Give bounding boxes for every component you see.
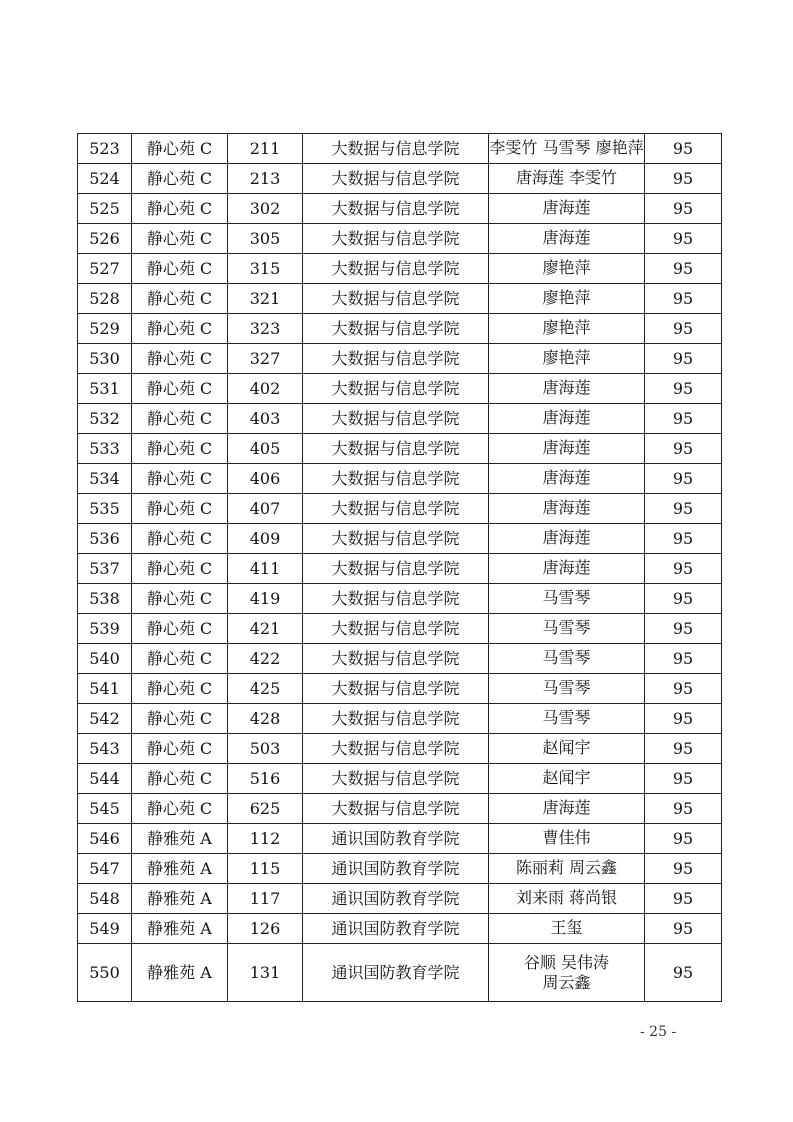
teacher-name: 赵闻宇 (542, 767, 591, 787)
room-cell: 625 (228, 794, 303, 824)
table-row (78, 884, 722, 914)
row-number-cell: 545 (78, 794, 132, 824)
college-cell: 大数据与信息学院 (303, 674, 489, 704)
score-cell: 95 (645, 884, 722, 914)
building-cell: 静心苑 C (132, 344, 228, 374)
teacher-name: 廖艳萍 (542, 287, 591, 307)
score-cell: 95 (645, 464, 722, 494)
college-cell: 通识国防教育学院 (303, 914, 489, 944)
college-cell: 大数据与信息学院 (303, 254, 489, 284)
table-row (78, 674, 722, 704)
teacher-cell (489, 464, 645, 494)
room-cell: 112 (228, 824, 303, 854)
table-row (78, 764, 722, 794)
score-cell: 95 (645, 824, 722, 854)
table-row (78, 134, 722, 164)
college-cell: 大数据与信息学院 (303, 644, 489, 674)
score-cell: 95 (645, 374, 722, 404)
row-number-cell: 546 (78, 824, 132, 854)
college-cell: 大数据与信息学院 (303, 434, 489, 464)
table-row (78, 434, 722, 464)
building-cell: 静心苑 C (132, 494, 228, 524)
room-cell: 428 (228, 704, 303, 734)
teacher-name: 唐海莲 (542, 437, 591, 457)
teacher-cell (489, 434, 645, 464)
teacher-name: 马雪琴 (542, 647, 591, 667)
college-cell: 大数据与信息学院 (303, 764, 489, 794)
row-number-cell: 549 (78, 914, 132, 944)
college-cell: 通识国防教育学院 (303, 854, 489, 884)
table-row (78, 554, 722, 584)
table-row (78, 524, 722, 554)
table-row (78, 704, 722, 734)
teacher-cell (489, 584, 645, 614)
teacher-cell (489, 764, 645, 794)
teacher-name: 唐海莲 (542, 497, 591, 517)
teacher-cell (489, 134, 645, 164)
table-row (78, 284, 722, 314)
table-row (78, 314, 722, 344)
building-cell: 静心苑 C (132, 254, 228, 284)
building-cell: 静心苑 C (132, 464, 228, 494)
building-cell: 静雅苑 A (132, 854, 228, 884)
building-cell: 静心苑 C (132, 764, 228, 794)
row-number-cell: 542 (78, 704, 132, 734)
score-cell: 95 (645, 914, 722, 944)
teacher-cell (489, 614, 645, 644)
table-row (78, 164, 722, 194)
building-cell: 静心苑 C (132, 734, 228, 764)
building-cell: 静心苑 C (132, 224, 228, 254)
table-row (78, 494, 722, 524)
room-cell: 126 (228, 914, 303, 944)
room-cell: 117 (228, 884, 303, 914)
row-number-cell: 544 (78, 764, 132, 794)
teacher-name: 马雪琴 (542, 677, 591, 697)
table-row (78, 914, 722, 944)
table-row (78, 644, 722, 674)
score-cell: 95 (645, 704, 722, 734)
table-row (78, 944, 722, 1002)
row-number-cell: 537 (78, 554, 132, 584)
score-cell: 95 (645, 134, 722, 164)
teacher-name: 刘来雨 蒋尚银 (515, 887, 618, 907)
teacher-cell (489, 854, 645, 884)
teacher-name: 唐海莲 (542, 377, 591, 397)
score-cell: 95 (645, 554, 722, 584)
room-cell: 402 (228, 374, 303, 404)
college-cell: 大数据与信息学院 (303, 494, 489, 524)
room-cell: 305 (228, 224, 303, 254)
college-cell: 大数据与信息学院 (303, 464, 489, 494)
teacher-cell (489, 374, 645, 404)
score-cell: 95 (645, 494, 722, 524)
teacher-name: 唐海莲 (542, 407, 591, 427)
score-cell: 95 (645, 344, 722, 374)
room-cell: 411 (228, 554, 303, 584)
page-number: - 25 - (640, 1024, 677, 1040)
score-cell: 95 (645, 524, 722, 554)
room-cell: 516 (228, 764, 303, 794)
teacher-name: 廖艳萍 (542, 317, 591, 337)
building-cell: 静心苑 C (132, 524, 228, 554)
row-number-cell: 541 (78, 674, 132, 704)
row-number-cell: 523 (78, 134, 132, 164)
building-cell: 静雅苑 A (132, 824, 228, 854)
table-row (78, 464, 722, 494)
teacher-cell (489, 824, 645, 854)
row-number-cell: 529 (78, 314, 132, 344)
table-row (78, 194, 722, 224)
row-number-cell: 543 (78, 734, 132, 764)
teacher-name: 王玺 (550, 917, 583, 937)
teacher-name: 唐海莲 (542, 527, 591, 547)
table-row (78, 344, 722, 374)
room-cell: 409 (228, 524, 303, 554)
teacher-cell (489, 794, 645, 824)
teacher-name: 陈丽莉 周云鑫 (515, 857, 618, 877)
teacher-name: 廖艳萍 (542, 347, 591, 367)
row-number-cell: 528 (78, 284, 132, 314)
teacher-cell (489, 734, 645, 764)
building-cell: 静雅苑 A (132, 914, 228, 944)
teacher-name: 谷顺 吴伟涛 (523, 952, 610, 972)
table-row (78, 374, 722, 404)
teacher-name: 唐海莲 (542, 227, 591, 247)
room-cell: 403 (228, 404, 303, 434)
row-number-cell: 531 (78, 374, 132, 404)
room-cell: 425 (228, 674, 303, 704)
score-cell: 95 (645, 674, 722, 704)
row-number-cell: 539 (78, 614, 132, 644)
score-cell: 95 (645, 224, 722, 254)
row-number-cell: 536 (78, 524, 132, 554)
score-cell: 95 (645, 614, 722, 644)
row-number-cell: 548 (78, 884, 132, 914)
college-cell: 大数据与信息学院 (303, 344, 489, 374)
teacher-cell (489, 314, 645, 344)
teacher-name: 马雪琴 (542, 617, 591, 637)
score-cell: 95 (645, 854, 722, 884)
teacher-name: 唐海莲 李雯竹 (515, 167, 618, 187)
teacher-name: 唐海莲 (542, 557, 591, 577)
teacher-cell (489, 554, 645, 584)
room-cell: 115 (228, 854, 303, 884)
table-row (78, 794, 722, 824)
building-cell: 静心苑 C (132, 794, 228, 824)
teacher-name: 周云鑫 (542, 972, 591, 992)
building-cell: 静心苑 C (132, 284, 228, 314)
teacher-name: 李雯竹 马雪琴 廖艳萍 (489, 137, 644, 157)
college-cell: 通识国防教育学院 (303, 944, 489, 1002)
room-cell: 321 (228, 284, 303, 314)
dormitory-score-table-region (77, 133, 717, 1002)
row-number-cell: 532 (78, 404, 132, 434)
building-cell: 静心苑 C (132, 704, 228, 734)
building-cell: 静心苑 C (132, 554, 228, 584)
room-cell: 422 (228, 644, 303, 674)
college-cell: 大数据与信息学院 (303, 614, 489, 644)
room-cell: 327 (228, 344, 303, 374)
building-cell: 静心苑 C (132, 374, 228, 404)
table-row (78, 404, 722, 434)
college-cell: 大数据与信息学院 (303, 284, 489, 314)
college-cell: 大数据与信息学院 (303, 584, 489, 614)
score-cell: 95 (645, 644, 722, 674)
college-cell: 大数据与信息学院 (303, 404, 489, 434)
teacher-name: 马雪琴 (542, 707, 591, 727)
teacher-cell (489, 404, 645, 434)
teacher-name: 唐海莲 (542, 467, 591, 487)
teacher-name: 曹佳伟 (542, 827, 591, 847)
college-cell: 通识国防教育学院 (303, 884, 489, 914)
row-number-cell: 530 (78, 344, 132, 374)
room-cell: 419 (228, 584, 303, 614)
row-number-cell: 550 (78, 944, 132, 1002)
building-cell: 静心苑 C (132, 164, 228, 194)
building-cell: 静心苑 C (132, 614, 228, 644)
building-cell: 静雅苑 A (132, 884, 228, 914)
score-cell: 95 (645, 584, 722, 614)
row-number-cell: 535 (78, 494, 132, 524)
dormitory-score-table (77, 133, 722, 1002)
teacher-cell (489, 944, 645, 1002)
teacher-name: 唐海莲 (542, 197, 591, 217)
score-cell: 95 (645, 404, 722, 434)
score-cell: 95 (645, 944, 722, 1002)
room-cell: 213 (228, 164, 303, 194)
teacher-cell (489, 254, 645, 284)
row-number-cell: 533 (78, 434, 132, 464)
table-row (78, 254, 722, 284)
college-cell: 大数据与信息学院 (303, 704, 489, 734)
score-cell: 95 (645, 254, 722, 284)
room-cell: 407 (228, 494, 303, 524)
building-cell: 静心苑 C (132, 314, 228, 344)
room-cell: 421 (228, 614, 303, 644)
score-cell: 95 (645, 764, 722, 794)
building-cell: 静心苑 C (132, 584, 228, 614)
college-cell: 通识国防教育学院 (303, 824, 489, 854)
building-cell: 静心苑 C (132, 434, 228, 464)
row-number-cell: 524 (78, 164, 132, 194)
row-number-cell: 527 (78, 254, 132, 284)
teacher-cell (489, 884, 645, 914)
college-cell: 大数据与信息学院 (303, 734, 489, 764)
college-cell: 大数据与信息学院 (303, 224, 489, 254)
score-cell: 95 (645, 284, 722, 314)
score-cell: 95 (645, 434, 722, 464)
room-cell: 405 (228, 434, 303, 464)
college-cell: 大数据与信息学院 (303, 164, 489, 194)
teacher-name: 赵闻宇 (542, 737, 591, 757)
row-number-cell: 525 (78, 194, 132, 224)
score-cell: 95 (645, 734, 722, 764)
teacher-cell (489, 164, 645, 194)
teacher-cell (489, 704, 645, 734)
building-cell: 静心苑 C (132, 404, 228, 434)
room-cell: 323 (228, 314, 303, 344)
teacher-cell (489, 194, 645, 224)
college-cell: 大数据与信息学院 (303, 374, 489, 404)
room-cell: 315 (228, 254, 303, 284)
building-cell: 静心苑 C (132, 194, 228, 224)
score-cell: 95 (645, 164, 722, 194)
teacher-cell (489, 494, 645, 524)
table-row (78, 584, 722, 614)
table-row (78, 614, 722, 644)
teacher-cell (489, 344, 645, 374)
teacher-cell (489, 674, 645, 704)
score-cell: 95 (645, 314, 722, 344)
college-cell: 大数据与信息学院 (303, 194, 489, 224)
college-cell: 大数据与信息学院 (303, 134, 489, 164)
teacher-cell (489, 524, 645, 554)
row-number-cell: 540 (78, 644, 132, 674)
building-cell: 静心苑 C (132, 134, 228, 164)
table-row (78, 734, 722, 764)
row-number-cell: 538 (78, 584, 132, 614)
row-number-cell: 547 (78, 854, 132, 884)
room-cell: 503 (228, 734, 303, 764)
score-cell: 95 (645, 194, 722, 224)
college-cell: 大数据与信息学院 (303, 554, 489, 584)
row-number-cell: 526 (78, 224, 132, 254)
table-body (78, 134, 722, 1002)
room-cell: 131 (228, 944, 303, 1002)
table-row (78, 854, 722, 884)
row-number-cell: 534 (78, 464, 132, 494)
teacher-cell (489, 284, 645, 314)
college-cell: 大数据与信息学院 (303, 794, 489, 824)
teacher-name: 廖艳萍 (542, 257, 591, 277)
teacher-cell (489, 644, 645, 674)
table-row (78, 824, 722, 854)
building-cell: 静心苑 C (132, 674, 228, 704)
teacher-cell (489, 224, 645, 254)
room-cell: 302 (228, 194, 303, 224)
room-cell: 211 (228, 134, 303, 164)
table-row (78, 224, 722, 254)
building-cell: 静心苑 C (132, 644, 228, 674)
teacher-name: 马雪琴 (542, 587, 591, 607)
room-cell: 406 (228, 464, 303, 494)
score-cell: 95 (645, 794, 722, 824)
building-cell: 静雅苑 A (132, 944, 228, 1002)
college-cell: 大数据与信息学院 (303, 524, 489, 554)
teacher-name: 唐海莲 (542, 797, 591, 817)
teacher-cell (489, 914, 645, 944)
college-cell: 大数据与信息学院 (303, 314, 489, 344)
